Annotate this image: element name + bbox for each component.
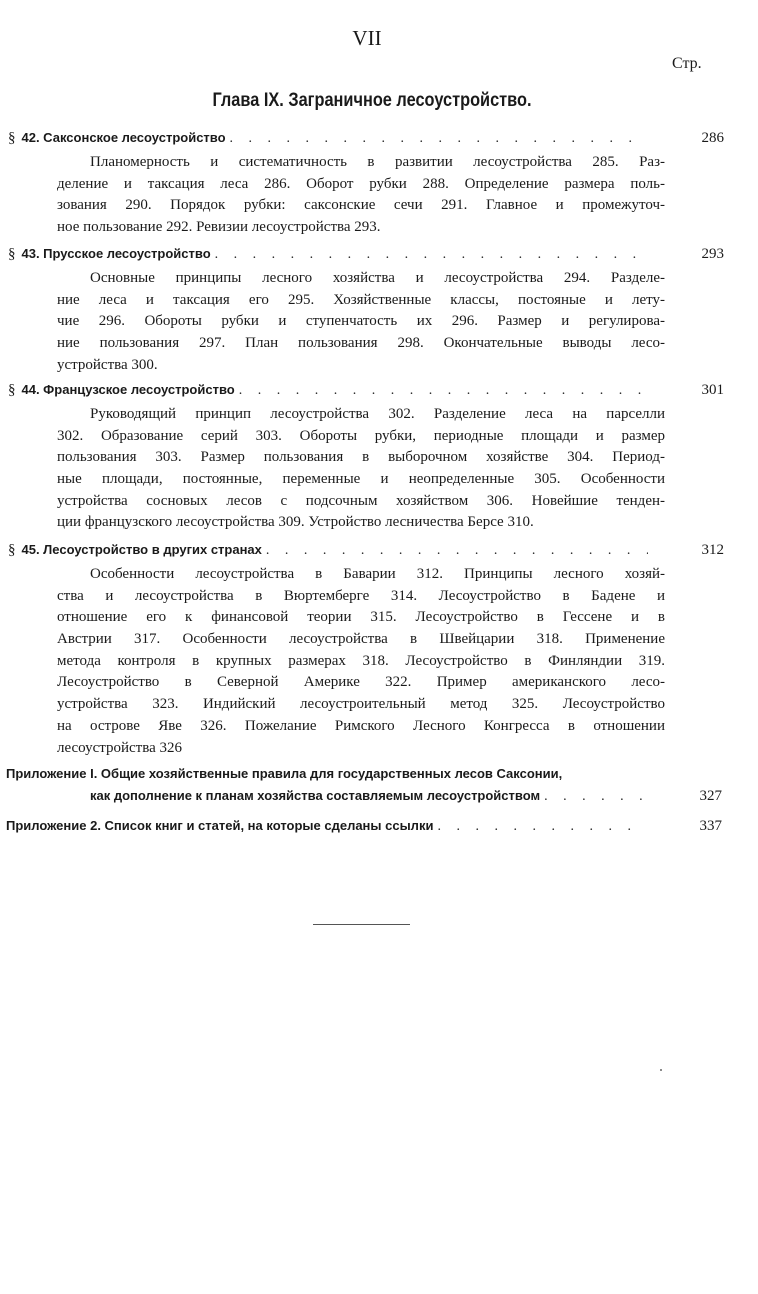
end-divider [313,924,410,926]
appendix-title: Приложение 2. Список книг и статей, на которые сделаны ссылки [6,818,434,833]
summary-line: ное пользование 292. Ревизии лесоустройства 293. [57,219,381,236]
summary-line: устройства 300. [57,356,158,373]
section-heading [8,382,724,404]
toc-appendix-1 [6,766,722,810]
summary-line: чие 296. Обороты рубки и ступенчатость их 296. Размер и регулирова- [57,313,665,330]
summary-line: Лесоустройство в Северной Америке 322. Пример американского лесо- [57,674,665,691]
summary-line: отношение его к финансовой теории 315. Лесоустройство в Гессене и в [57,609,665,626]
toc-section-44 [8,382,724,534]
dot-leader [540,789,646,805]
chapter-title: Глава IX. Заграничное лесоустройство. [212,90,532,111]
section-symbol: § [8,542,16,558]
summary-line: деление и таксация леса 286. Оборот рубки 288. Определение размера поль- [57,175,665,192]
section-heading [8,542,724,564]
toc-section-42 [8,130,724,239]
summary-line: ства и лесоустройства в Вюртемберге 314. Лесоустройство в Бадене и [57,587,665,604]
dot-leader [433,819,646,835]
dot-leader [235,383,648,399]
summary-line: ные площади, постоянные, переменные и неопределенные 305. Особенности [57,471,665,488]
appendix-page: 337 [699,818,722,834]
summary-line: 302. Образование серий 303. Обороты рубки, периодные площади и размер [57,427,665,444]
section-heading [8,246,724,268]
section-title: 44. Французское лесоустройство [21,382,235,397]
dot-leader [262,543,648,559]
page-folio: VII [352,26,382,50]
summary-line: лесоустройства 326 [57,739,183,756]
section-page: 286 [701,130,724,146]
section-heading [8,130,724,152]
summary-line: зования 290. Порядок рубки: саксонские сечи 291. Главное и промежуточ- [57,197,665,214]
summary-line: ции французского лесоустройства 309. Устройство лесничества Берсе 310. [57,514,534,531]
section-summary [57,152,665,239]
section-page: 301 [701,382,724,398]
section-title: 42. Саксонское лесоустройство [21,130,226,145]
toc-section-43 [8,246,724,376]
summary-line: на острове Яве 326. Пожелание Римского Лесного Конгресса в отношении [57,717,665,734]
section-summary [57,404,665,534]
page-column-label: Стр. [672,55,702,72]
print-speck [660,1069,662,1071]
summary-line: Особенности лесоустройства в Баварии 312. Принципы лесного хозяй- [90,566,665,582]
section-symbol: § [8,246,16,262]
appendix-title-line1: Приложение I. Общие хозяйственные правила для государственных лесов Саксонии, [6,766,563,781]
section-symbol: § [8,130,16,146]
summary-line: ние пользования 297. План пользования 298. Окончательные выводы лесо- [57,335,665,352]
section-title: 43. Прусское лесоустройство [21,246,211,261]
appendix-page: 327 [699,788,722,804]
section-summary [57,564,665,759]
summary-line: устройства сосновых лесов с подсочным хозяйством 306. Новейшие тенден- [57,492,665,509]
section-summary [57,268,665,376]
summary-line: пользования 303. Размер пользования в выборочном хозяйстве 304. Период- [57,449,665,466]
section-symbol: § [8,382,16,398]
summary-line: Планомерность и систематичность в развитии лесоустройства 285. Раз- [90,154,665,170]
section-title: 45. Лесоустройство в других странах [21,542,262,557]
summary-line: Австрии 317. Особенности лесоустройства в Швейцарии 318. Применение [57,631,665,648]
summary-line: ние леса и таксация его 295. Хозяйственные классы, постояные и лету- [57,291,665,308]
section-page: 312 [701,542,724,558]
summary-line: Основные принципы лесного хозяйства и лесоустройства 294. Разделе- [90,270,665,286]
appendix-title-line2: как дополнение к планам хозяйства составляемым лесоустройством [90,788,541,803]
summary-line: метода контроля в крупных размерах 318. Лесоустройство в Финляндии 319. [57,652,665,669]
toc-appendix-2 [6,818,722,840]
summary-line: Руководящий принцип лесоустройства 302. Разделение леса на парселли [90,406,665,422]
summary-line: устройства 323. Индийский лесоустроительный метод 325. Лесоустройство [57,696,665,713]
toc-section-45 [8,542,724,759]
dot-leader [226,131,648,147]
dot-leader [211,247,648,263]
section-page: 293 [701,246,724,262]
